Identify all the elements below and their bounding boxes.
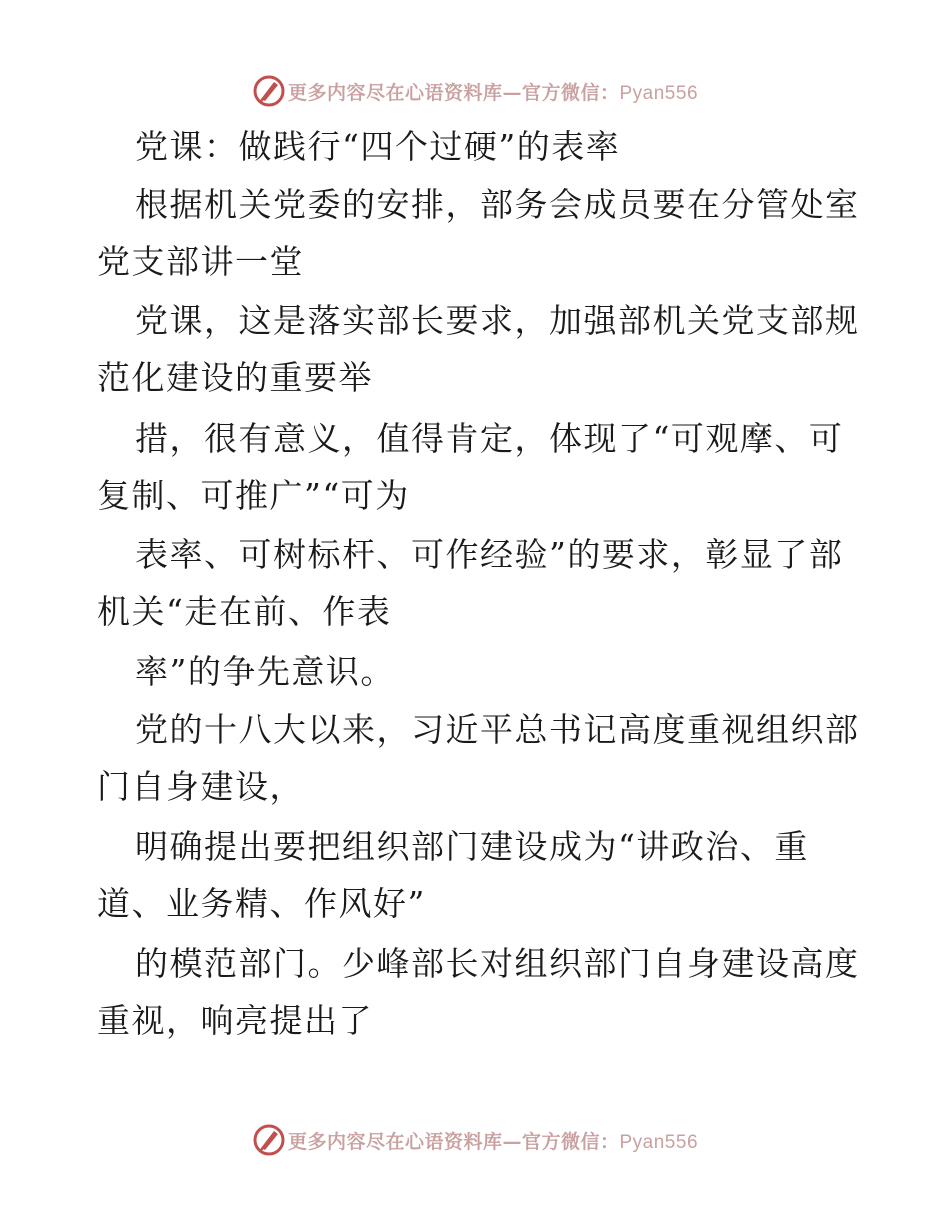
watermark-account: Pyan556 — [619, 1131, 699, 1153]
text-line: 党的十八大以来，习近平总书记高度重视组织部 — [135, 710, 860, 749]
text-line: 门自身建设， — [97, 767, 304, 806]
watermark-label: 更多内容尽在心语资料库—官方微信： — [287, 81, 620, 104]
watermark-label: 更多内容尽在心语资料库—官方微信： — [287, 1130, 620, 1153]
text-line: 明确提出要把组织部门建设成为“讲政治、重 — [135, 827, 809, 866]
text-line: 党支部讲一堂 — [97, 242, 304, 281]
header-watermark — [0, 71, 950, 111]
text-line: 根据机关党委的安排，部务会成员要在分管处室 — [135, 185, 860, 224]
watermark-text — [288, 78, 698, 105]
text-line: 范化建设的重要举 — [97, 358, 373, 397]
text-line: 党课，这是落实部长要求，加强部机关党支部规 — [135, 301, 860, 340]
watermark-text — [288, 1127, 698, 1154]
footer-watermark — [0, 1120, 950, 1160]
text-line: 的模范部门。少峰部长对组织部门自身建设高度 — [135, 944, 860, 983]
watermark-account: Pyan556 — [619, 82, 699, 104]
text-line: 表率、可树标杆、可作经验”的要求，彰显了部 — [135, 535, 844, 574]
text-line: 机关“走在前、作表 — [97, 592, 392, 631]
text-line: 率”的争先意识。 — [135, 652, 395, 691]
document-title: 党课：做践行“四个过硬”的表率 — [135, 127, 621, 166]
quill-logo-icon — [252, 74, 286, 108]
text-line: 道、业务精、作风好” — [97, 884, 426, 923]
text-line: 重视，响亮提出了 — [97, 1001, 373, 1040]
text-line: 复制、可推广”“可为 — [97, 476, 410, 515]
quill-logo-icon — [252, 1123, 286, 1157]
text-line: 措，很有意义，值得肯定，体现了“可观摩、可 — [135, 419, 844, 458]
